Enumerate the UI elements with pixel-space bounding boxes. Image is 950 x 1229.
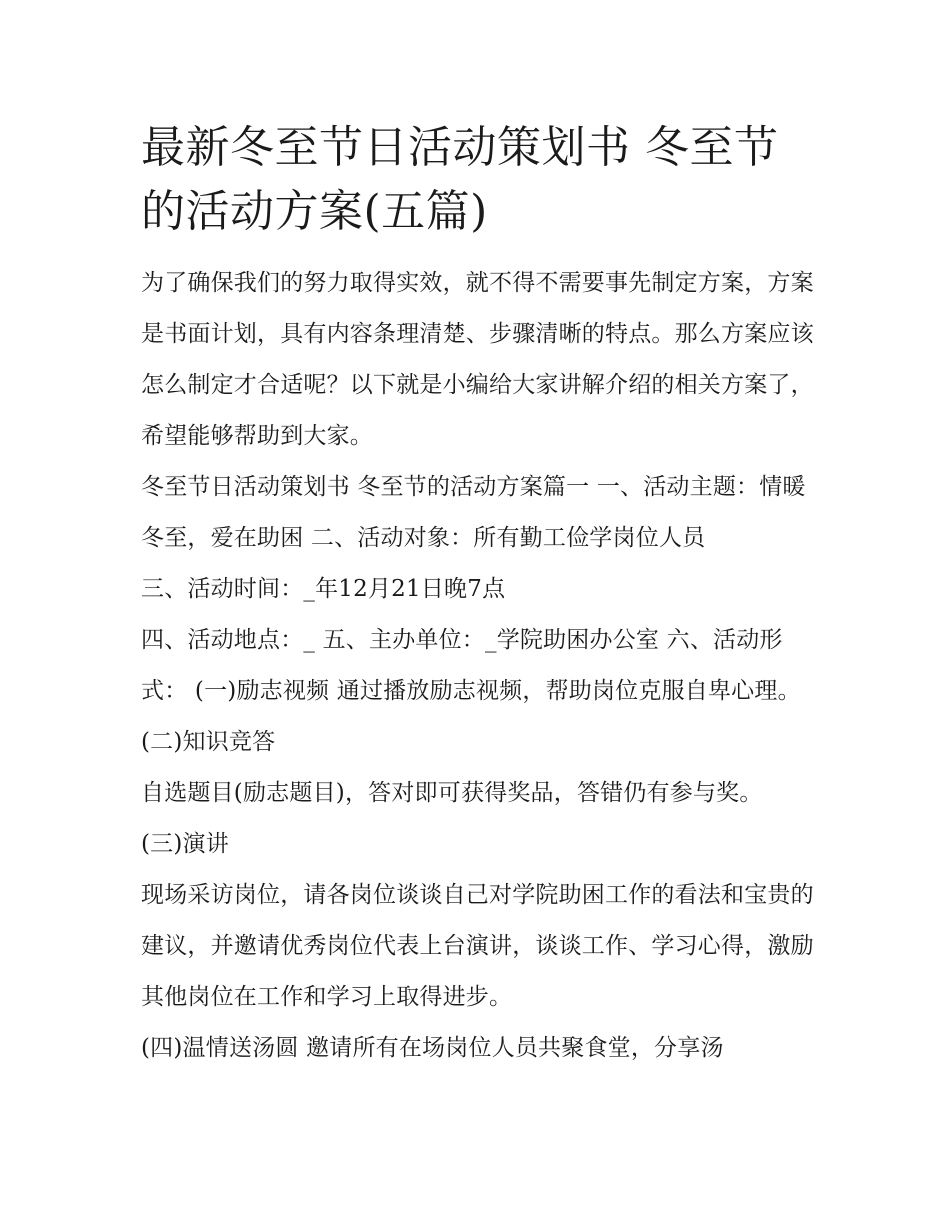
paragraph-place-and-format: 四、活动地点：_ 五、主办单位：_学院助困办公室 六、活动形式： (一)励志视频 通过播放励志视频，帮助岗位克服自卑心理。 (二)知识竞答	[141, 627, 801, 755]
paragraph-tangyuan: (四)温情送汤圆 邀请所有在场岗位人员共聚食堂，分享汤	[141, 1035, 724, 1061]
paragraph-speech: 现场采访岗位，请各岗位谈谈自己对学院助困工作的看法和宝贵的建议，并邀请优秀岗位代表上台演讲，谈谈工作、学习心得，激励其他岗位在工作和学习上取得进步。	[141, 882, 814, 1010]
paragraph-theme-and-audience: 冬至节日活动策划书 冬至节的活动方案篇一 一、活动主题：情暖冬至，爱在助困 二、活动对象：所有勤工俭学岗位人员	[141, 474, 806, 551]
paragraph-quiz: 自选题目(励志题目)，答对即可获得奖品，答错仍有参与奖。	[141, 780, 763, 806]
paragraph-speech-heading: (三)演讲	[141, 831, 229, 857]
document-content	[141, 116, 821, 1074]
document-title: 最新冬至节日活动策划书 冬至节的活动方案(五篇)	[141, 122, 779, 237]
paragraph-intro: 为了确保我们的努力取得实效，就不得不需要事先制定方案，方案是书面计划，具有内容条理清楚、步骤清晰的特点。那么方案应该怎么制定才合适呢？以下就是小编给大家讲解介绍的相关方案了，希望能够帮助到大家。	[141, 270, 814, 449]
paragraph-time: 三、活动时间：_年12月21日晚7点	[141, 576, 506, 602]
